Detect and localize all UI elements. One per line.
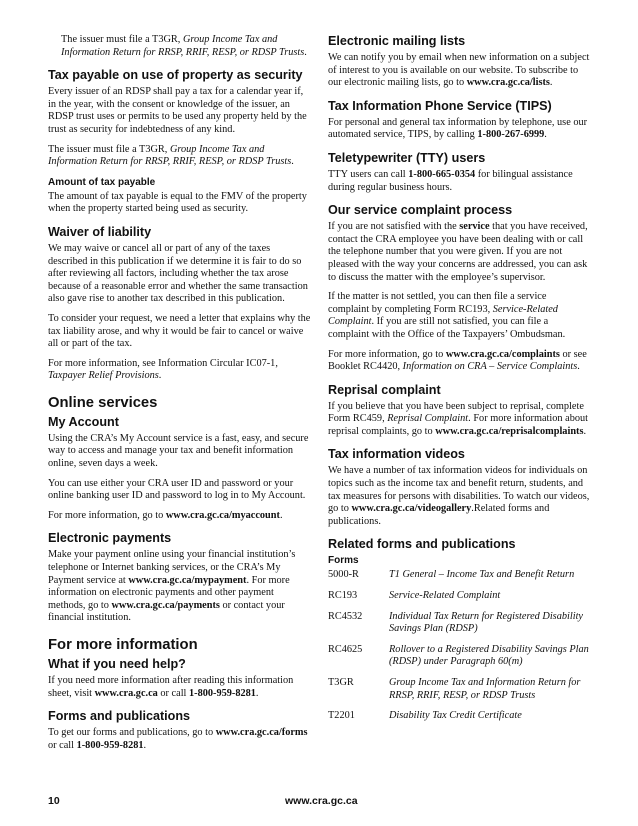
form-code: T3GR [328, 677, 354, 688]
form-row [328, 677, 590, 702]
tips-paragraph: For personal and general tax information by telephone, use our automated service, TIPS, by calling 1-800-267-6999. [328, 116, 588, 141]
waiver-paragraph-1: We may waive or cancel all or part of any of the taxes described in this publication if we determine it is fair to do so after reviewing all factors, including whether the tax arose because of a reasonable error and whether the same transaction also gave rise to another tax described in this publication. [48, 242, 308, 305]
electronic-payments-paragraph: Make your payment online using your financial institution’s telephone or Internet banking services, or the CRA’s My Payment service at www.cra.gc.ca/mypayment. For more information on electronic payments and other payment methods, go to www.cra.gc.ca/payments or contact your financial institution. [48, 549, 296, 624]
amount-heading: Amount of tax payable [48, 176, 156, 188]
reprisal-paragraph: If you believe that you have been subject to reprisal, complete Form RC459, Reprisal Complaint. For more information about reprisal complaints, go to www.cra.gc.ca/reprisalcomplaints. [328, 400, 588, 437]
tax-payable-file-paragraph: The issuer must file a T3GR, Group Income Tax and Information Return for RRSP, RRIF, RESP, or RDSP Trusts. [48, 143, 294, 168]
form-row [328, 569, 590, 582]
tty-paragraph: TTY users can call 1-800-665-0354 for bilingual assistance during regular business hours. [328, 168, 573, 193]
intro-paragraph: The issuer must file a T3GR, Group Income Tax and Information Return for RRSP, RRIF, RESP, or RDSP Trusts. [61, 34, 307, 58]
form-row [328, 590, 590, 603]
form-title: Individual Tax Return for Registered Disability Savings Plan (RDSP) [389, 610, 584, 635]
form-title: Service-Related Complaint [389, 590, 501, 602]
lists-link[interactable]: www.cra.gc.ca/lists [466, 77, 550, 89]
service-complaint-heading: Our service complaint process [328, 203, 513, 218]
complaints-link[interactable]: www.cra.gc.ca/complaints [445, 348, 560, 360]
my-account-paragraph-2: You can use either your CRA user ID and password or your online banking user ID and password to log in to My Account. [48, 477, 306, 502]
my-account-heading: My Account [48, 414, 119, 429]
waiver-heading: Waiver of liability [48, 224, 152, 239]
form-title: T1 General – Income Tax and Benefit Return [389, 569, 575, 581]
tax-payable-paragraph: Every issuer of an RDSP shall pay a tax for a calendar year if, in the year, with the consent or knowledge of the issuer, an RDSP trust uses or permits to be used any property held by the trust as security for indebtedness of any kind. [48, 86, 307, 135]
mailing-lists-heading: Electronic mailing lists [328, 34, 466, 48]
cra-home-link[interactable]: www.cra.gc.ca [94, 687, 158, 699]
forms-publications-paragraph: To get our forms and publications, go to www.cra.gc.ca/forms or call 1-800-959-8281. [48, 727, 308, 751]
my-account-paragraph-1: Using the CRA’s My Account service is a fast, easy, and secure way to access and manage your tax and benefit information online, seven days a week. [48, 432, 309, 470]
video-gallery-link[interactable]: www.cra.gc.ca/videogallery [351, 503, 472, 515]
my-account-link[interactable]: www.cra.gc.ca/myaccount [165, 509, 280, 521]
service-complaint-paragraph-2: If the matter is not settled, you can then file a service complaint by completing Form RC193, Service-Related Complaint. If you are still not satisfied, you can file a complaint with the Office of the Taxpayers’ Ombudsman. [328, 291, 566, 340]
online-services-heading: Online services [48, 394, 158, 411]
forms-link[interactable]: www.cra.gc.ca/forms [215, 727, 308, 739]
form-code: RC4625 [328, 643, 363, 655]
forms-phone: 1-800-959-8281 [76, 739, 144, 751]
service-complaint-paragraph-1: If you are not satisfied with the service that you have received, contact the CRA employee you have been dealing with or call the telephone number that you were given. If you are not pleased with the way your concerns are addressed, you can ask to discuss the matter with the employee’s supervisor. [328, 221, 588, 283]
my-payment-link[interactable]: www.cra.gc.ca/mypayment [128, 574, 247, 586]
form-title: Disability Tax Credit Certificate [389, 710, 522, 722]
waiver-paragraph-2: To consider your request, we need a letter that explains why the tax liability arose, and why it would be fair to cancel or waive all or part of the tax. [48, 312, 311, 350]
form-row [328, 611, 590, 636]
service-complaint-paragraph-3: For more information, go to www.cra.gc.ca/complaints or see Booklet RC4420, Information on CRA – Service Complaints. [328, 348, 587, 373]
tips-phone: 1-800-267-6999 [477, 129, 545, 141]
form-row [328, 710, 590, 723]
right-column [328, 34, 590, 731]
payments-link[interactable]: www.cra.gc.ca/payments [111, 599, 220, 611]
amount-paragraph: The amount of tax payable is equal to the FMV of the property when the property started being used as security. [48, 190, 307, 215]
tax-payable-heading: Tax payable on use of property as security [48, 68, 303, 83]
videos-paragraph: We have a number of tax information videos for individuals on topics such as the income tax and benefit return, students, and tax measures for persons with disabilities. To watch our videos, go to www.cra.gc.ca/videogallery.Related forms and publications. [328, 465, 590, 527]
left-column [48, 34, 311, 759]
footer-url[interactable]: www.cra.gc.ca [285, 795, 358, 807]
help-heading: What if you need help? [48, 657, 186, 671]
page-number: 10 [48, 795, 60, 807]
form-code: RC193 [328, 590, 358, 602]
forms-subheading: Forms [328, 555, 359, 567]
form-title: Rollover to a Registered Disability Savings Plan (RDSP) under Paragraph 60(m) [389, 643, 589, 668]
waiver-paragraph-3: For more information, see Information Circular IC07-1, Taxpayer Relief Provisions. [48, 357, 278, 382]
mailing-lists-paragraph: We can notify you by email when new information on a subject of interest to you is available on our website. To subscribe to our electronic mailing lists, go to www.cra.gc.ca/lists. [328, 52, 590, 89]
tty-heading: Teletypewriter (TTY) users [328, 150, 486, 165]
more-information-heading: For more information [48, 637, 198, 653]
tty-phone: 1-800-665-0354 [408, 168, 476, 180]
form-code: RC4532 [328, 610, 363, 622]
my-account-paragraph-3: For more information, go to www.cra.gc.ca/myaccount. [48, 509, 283, 521]
tips-heading: Tax Information Phone Service (TIPS) [328, 98, 552, 113]
help-paragraph: If you need more information after reading this information sheet, visit www.cra.gc.ca or call 1-800-959-8281. [48, 675, 294, 699]
videos-heading: Tax information videos [328, 447, 465, 462]
reprisal-heading: Reprisal complaint [328, 382, 441, 397]
form-code: T2201 [328, 710, 355, 722]
forms-publications-heading: Forms and publications [48, 709, 191, 724]
form-code: 5000-R [328, 569, 359, 581]
related-forms-heading: Related forms and publications [328, 537, 516, 552]
electronic-payments-heading: Electronic payments [48, 531, 172, 546]
reprisal-link[interactable]: www.cra.gc.ca/reprisalcomplaints [435, 425, 584, 437]
form-row [328, 644, 590, 669]
form-title: Group Income Tax and Information Return for RRSP, RRIF, RESP, or RDSP Trusts [389, 677, 581, 701]
help-phone: 1-800-959-8281 [189, 687, 256, 699]
